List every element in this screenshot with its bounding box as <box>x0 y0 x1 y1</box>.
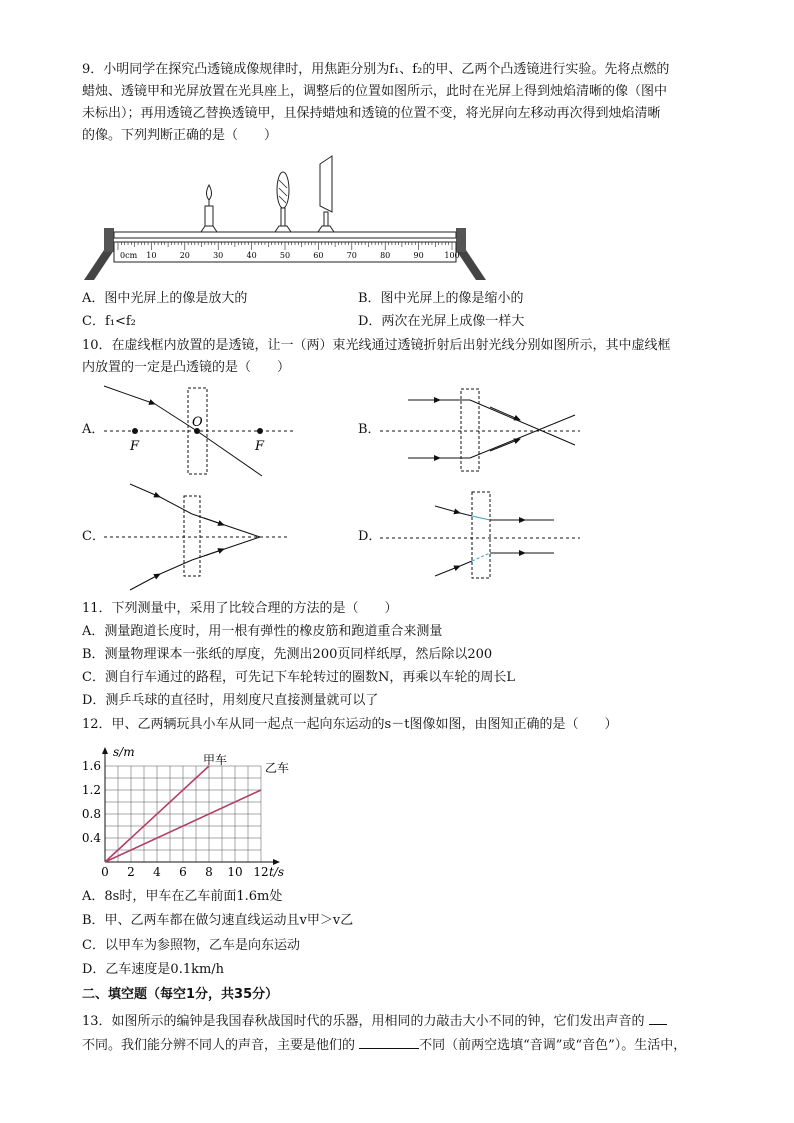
bench-right-end <box>456 228 466 252</box>
y-tick-label: 1.6 <box>81 759 101 773</box>
focus-label-left: F <box>130 439 140 454</box>
q11-option-c: C．测自行车通过的路程，可先记下车轮转过的圈数N，再乘以车轮的周长L <box>82 670 515 685</box>
lens-diagram-d <box>380 488 580 583</box>
bench-label: 100 <box>444 251 460 260</box>
q12-option-d: D．乙车速度是0.1km/h <box>82 962 225 977</box>
bench-label: 70 <box>346 251 357 260</box>
q11-option-a: A．测量跑道长度时，用一根有弹性的橡皮筋和跑道重合来测量 <box>82 624 443 639</box>
y-tick-label: 1.2 <box>81 783 101 797</box>
x-tick-label: 12 <box>253 865 269 879</box>
q13-blank-2[interactable] <box>359 1035 419 1049</box>
q12-line-1: 12．甲、乙两辆玩具小车从同一起点一起向东运动的s－t图像如图，由图知正确的是（ ） <box>82 717 618 732</box>
q13-line-2a: 不同。我们能分辨不同人的声音，主要是他们的 <box>82 1038 356 1053</box>
bench-label: 80 <box>380 251 391 260</box>
lens-diagram-a <box>100 380 300 480</box>
q11-option-b: B．测量物理课本一张纸的厚度，先测出200页同样纸厚，然后除以200 <box>82 647 493 662</box>
focus-label-right: F <box>255 439 265 454</box>
x-tick-label: 0 <box>101 865 109 879</box>
y-tick-label: 0.4 <box>81 831 101 845</box>
q10-label-a: A． <box>82 422 105 437</box>
bench-left-end <box>104 228 114 252</box>
x-tick-label: 2 <box>127 865 135 879</box>
q11-line-1: 11．下列测量中，采用了比较合理的方法的是（ ） <box>82 601 398 616</box>
series-label-1: 甲车 <box>203 753 228 767</box>
q10-line-1: 10．在虚线框内放置的是透镜，让一（两）束光线通过透镜折射后出射光线分别如图所示，其中虚线框 <box>82 338 671 353</box>
q13-blank-1[interactable] <box>649 1011 667 1025</box>
x-tick-label: 6 <box>179 865 187 879</box>
q13-line-1-text: 13．如图所示的编钟是我国春秋战国时代的乐器，用相同的力敲击大小不同的钟，它们发出声音的 <box>82 1014 645 1029</box>
q9-line-3: 未标出）；再用透镜乙替换透镜甲，且保持蜡烛和透镜的位置不变，将光屏向左移动再次得到烛焰清晰 <box>82 106 661 121</box>
bench-label: 0cm <box>120 251 138 260</box>
s-t-chart <box>80 740 310 880</box>
x-tick-label: 4 <box>153 865 161 879</box>
q9-line-4: 的像。下列判断正确的是（ ） <box>82 128 278 143</box>
x-axis-label: t/s <box>269 865 285 879</box>
bench-right-leg <box>456 250 486 280</box>
lens-diagram-c <box>100 480 300 590</box>
q9-option-a: A．图中光屏上的像是放大的 <box>82 291 248 306</box>
bench-label: 20 <box>179 251 190 260</box>
q12-option-a: A．8s时，甲车在乙车前面1.6m处 <box>82 889 283 904</box>
series-label-2: 乙车 <box>265 761 290 775</box>
q9-line-2: 蜡烛、透镜甲和光屏放置在光具座上，调整后的位置如图所示，此时在光屏上得到烛焰清晰的像（图中 <box>82 84 668 99</box>
q9-option-b: B．图中光屏上的像是缩小的 <box>358 291 524 306</box>
q12-option-c: C．以甲车为参照物，乙车是向东运动 <box>82 938 300 953</box>
lens-diagram-b <box>380 385 580 475</box>
bench-label: 40 <box>246 251 257 260</box>
q13-line-2 <box>82 1035 686 1055</box>
y-axis-label: s/m <box>113 745 135 759</box>
x-tick-label: 8 <box>205 865 213 879</box>
optical-bench-figure <box>80 150 490 285</box>
bench-label: 50 <box>279 251 291 260</box>
bench-label: 60 <box>313 251 324 260</box>
q9-option-c: C．f₁<f₂ <box>82 314 136 329</box>
q12-option-b: B．甲、乙两车都在做匀速直线运动且v甲＞v乙 <box>82 913 354 928</box>
q10-label-c: C． <box>82 529 105 544</box>
convex-lens <box>275 172 291 232</box>
light-screen <box>318 156 334 232</box>
optical-center-label: O <box>192 415 203 430</box>
q10-label-d: D． <box>358 529 382 544</box>
candle <box>201 185 217 232</box>
q13-line-2b: 不同（前两空选填“音调”或“音色”）。生活中， <box>419 1038 687 1053</box>
q11-option-d: D．测乒乓球的直径时，用刻度尺直接测量就可以了 <box>82 693 379 708</box>
q13-line-1 <box>82 1011 667 1031</box>
bench-rail <box>114 232 456 238</box>
q9-line-1: 9．小明同学在探究凸透镜成像规律时，用焦距分别为f₁、f₂的甲、乙两个凸透镜进行实验。先将点燃的 <box>82 62 670 77</box>
y-tick-label: 0.8 <box>81 807 101 821</box>
bench-label: 10 <box>146 251 157 260</box>
q10-line-2: 内放置的一定是凸透镜的是（ ） <box>82 360 291 375</box>
bench-label: 90 <box>413 251 424 260</box>
x-tick-label: 10 <box>227 865 243 879</box>
section-heading: 二、填空题（每空1分，共35分） <box>82 987 279 1002</box>
bench-label: 30 <box>213 251 224 260</box>
q10-label-b: B． <box>358 422 381 437</box>
bench-left-leg <box>84 250 114 280</box>
q9-option-d: D．两次在光屏上成像一样大 <box>358 314 525 329</box>
